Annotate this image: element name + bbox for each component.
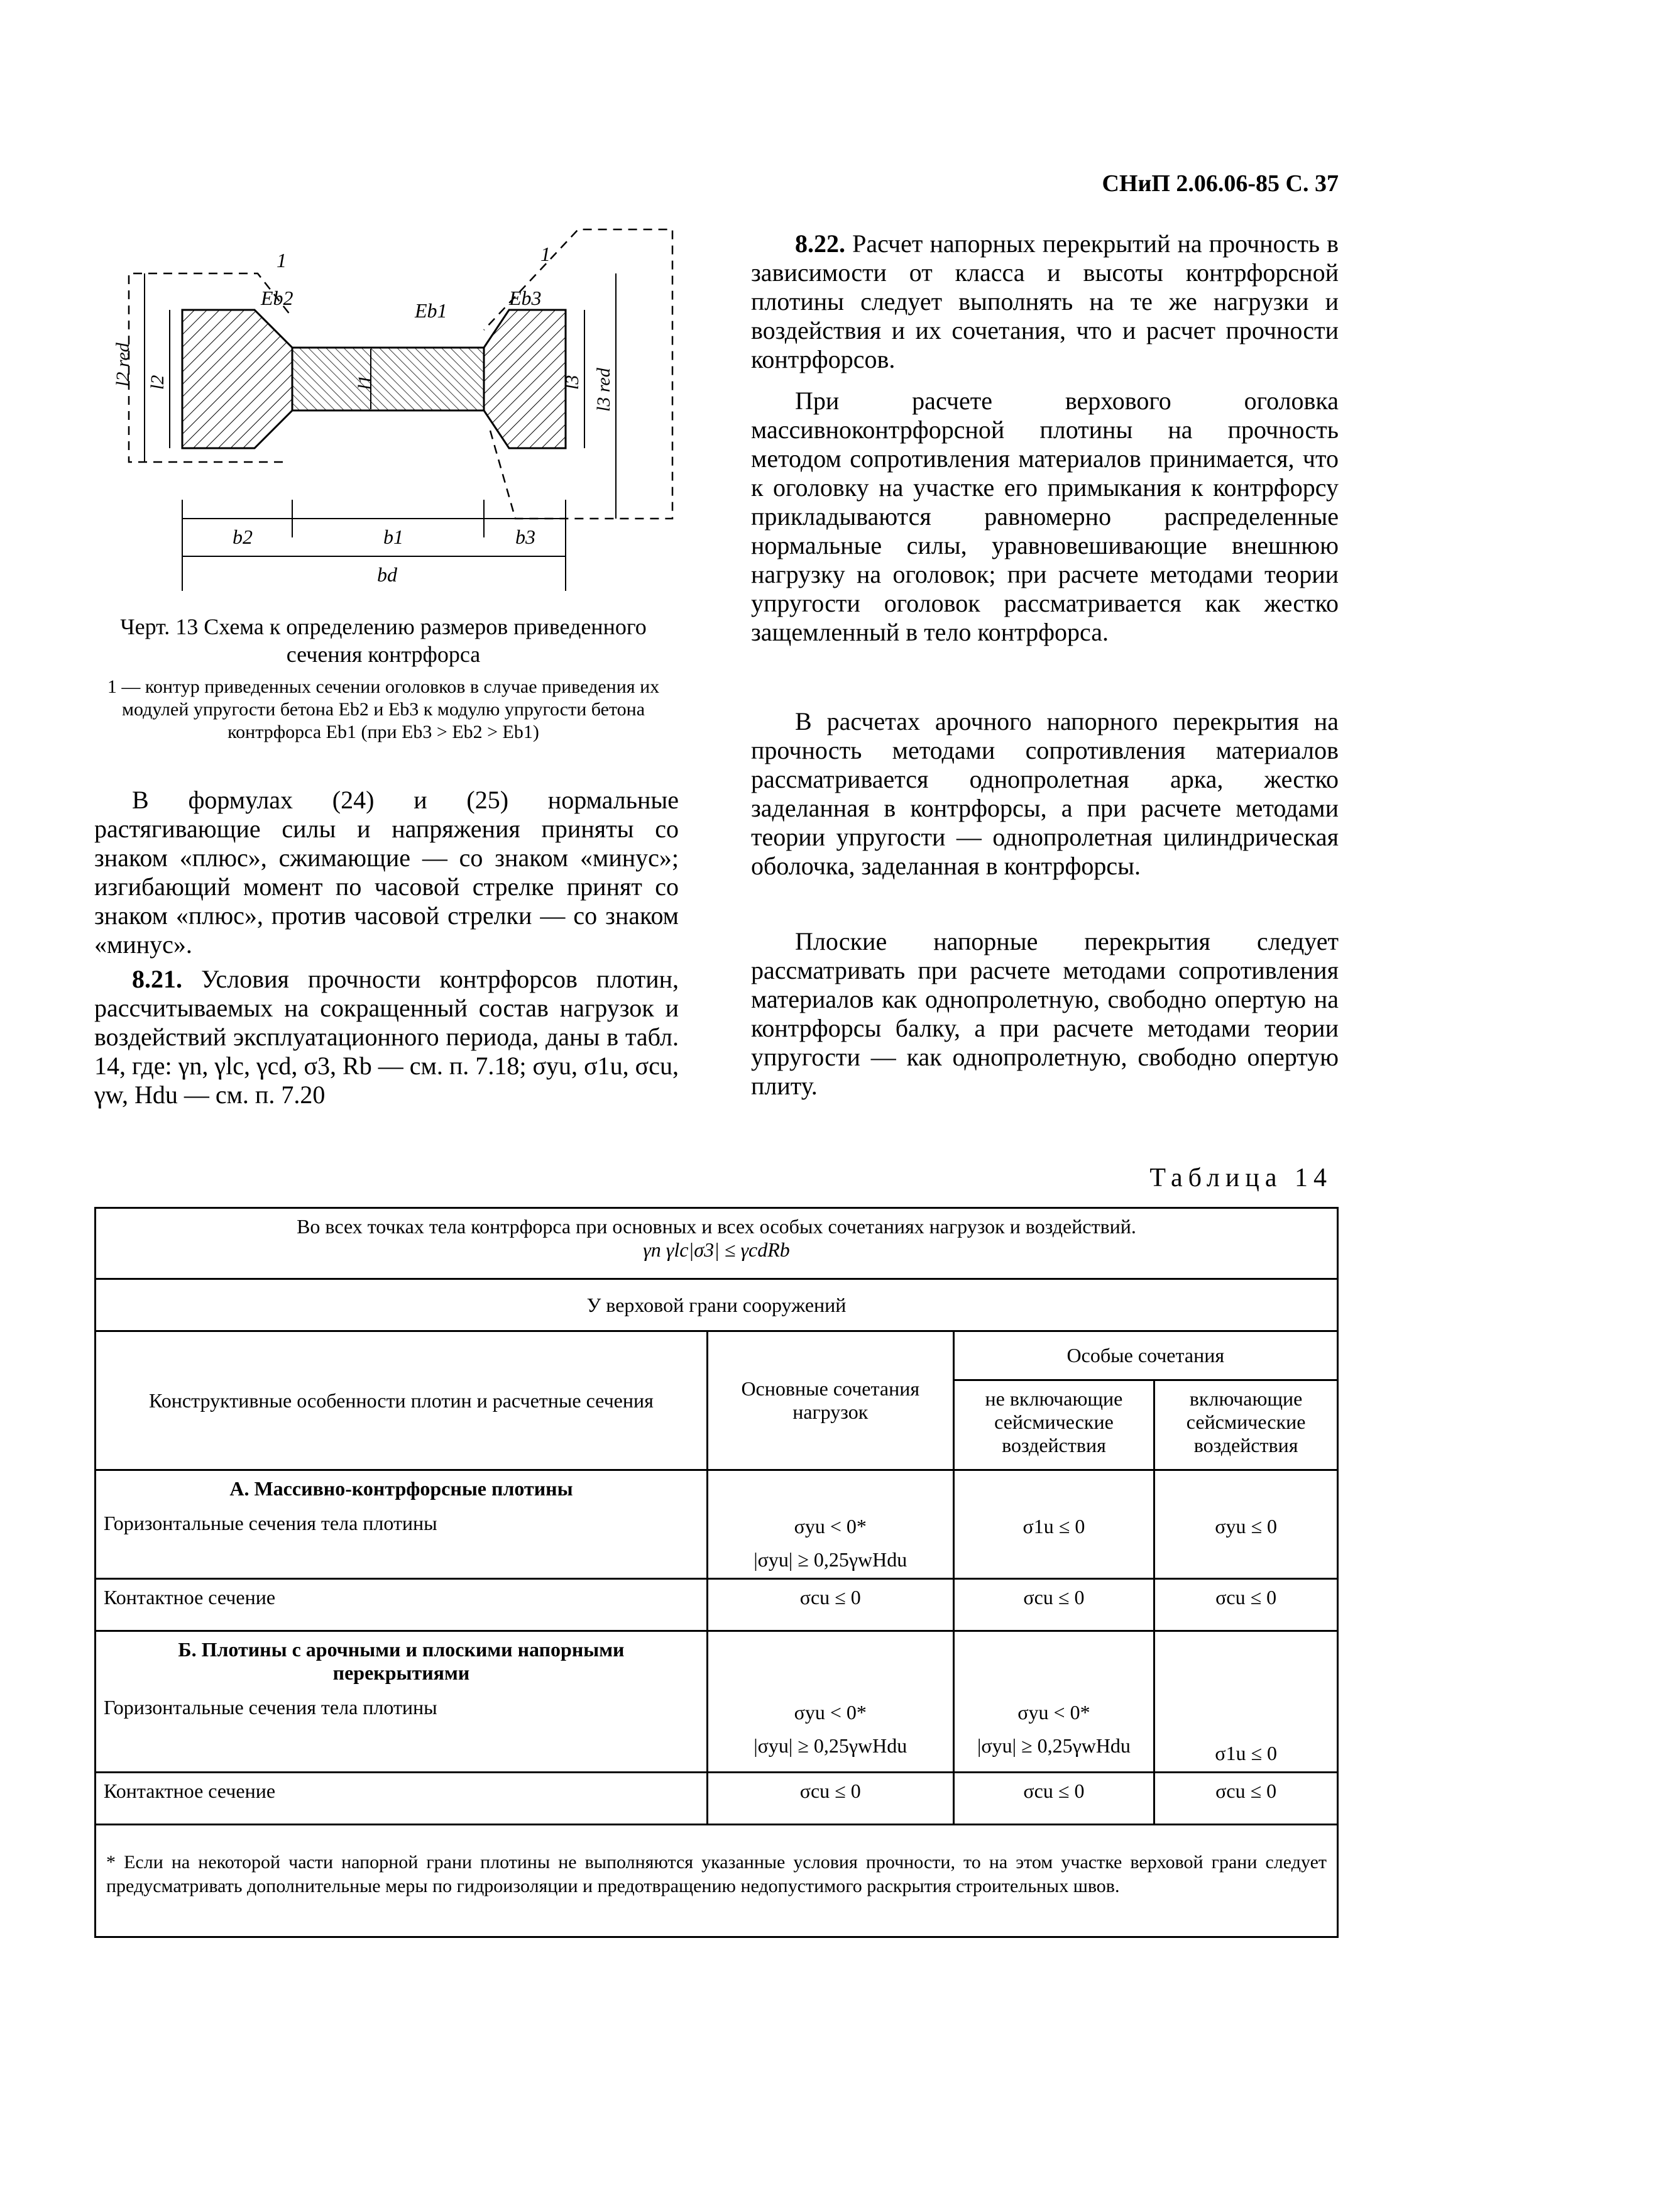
secA-r1-seismic: σyu ≤ 0 xyxy=(1154,1470,1338,1579)
label-bd: bd xyxy=(377,563,397,586)
secA-r1-basic: σyu < 0* |σyu| ≥ 0,25γwHdu xyxy=(707,1470,953,1579)
figure-13-diagram xyxy=(94,223,698,594)
label-l3red: l3 red xyxy=(593,368,614,412)
section-b-row2-label: Контактное сечение xyxy=(96,1773,708,1825)
label-b1: b1 xyxy=(383,525,403,548)
figure-caption-note: 1 — контур приведенных сечении оголовков в случае приведения их модулей упругости бетона Eb2 и Eb3 к модулю упругости бетона контрфорса Eb1 (при Eb3 > Eb2 > Eb1) xyxy=(107,676,660,742)
table-14 xyxy=(94,1207,1339,1938)
right-paragraph-3: В расчетах арочного напорного перекрытия на прочность методами сопротивления материалов рассматривается однопролетная арка, жестко заделанная в контрфорсы, а при расчете методами теории упругости — однопролетная цилиндрическая оболочка, заделанная в контрфорсы. xyxy=(751,707,1339,880)
right-head-section xyxy=(484,310,566,448)
section-b-cell xyxy=(96,1631,708,1773)
header-col-special: Особые сочетания xyxy=(953,1331,1337,1380)
label-l2red: l2 red xyxy=(112,343,133,387)
buttress-web xyxy=(292,348,484,410)
label-l1: l1 xyxy=(354,375,375,390)
table-footnote: * Если на некоторой части напорной грани плотины не выполняются указанные условия прочности, то на этом участке верховой грани следует предусматривать дополнительные меры по гидроизоляции и предотвращению недопустимого раскрытия строительных швов. xyxy=(96,1825,1338,1937)
table-title: Таблица 14 xyxy=(1149,1164,1332,1192)
header-col-seismic: включающие сейсмические воздействия xyxy=(1154,1380,1338,1470)
section-b-title: Б. Плотины с арочными и плоскими напорными перекрытиями xyxy=(178,1638,625,1684)
secA-r2-basic: σcu ≤ 0 xyxy=(707,1579,953,1631)
left-paragraph-2: 8.21. Условия прочности контрфорсов плотин, рассчитываемых на сокращенный состав нагрузок и воздействий эксплуатационного периода, даны в табл. 14, где: γn, γlc, γcd, σ3, Rb — см. п. 7.18; σyu, σ1u, σcu, γw, Hdu — см. п. 7.20 xyxy=(94,965,679,1109)
secA-r2-seismic: σcu ≤ 0 xyxy=(1154,1579,1338,1631)
label-eb3: Eb3 xyxy=(509,287,542,309)
right-paragraph-1: 8.22. Расчет напорных перекрытий на прочность в зависимости от класса и высоты контрфорсной плотины следует выполнять на те же нагрузки и воздействия и их сочетания, что и расчет прочности контрфорсов. xyxy=(751,229,1339,373)
secB-r2-seismic: σcu ≤ 0 xyxy=(1154,1773,1338,1825)
left-paragraph-1: В формулах (24) и (25) нормальные растягивающие силы и напряжения приняты со знаком «плюс», сжимающие — со знаком «минус»; изгибающий момент по часовой стрелке принят со знаком «плюс», против часовой стрелки — со знаком «минус». xyxy=(94,786,679,959)
label-eb1: Eb1 xyxy=(415,299,447,322)
label-l3: l3 xyxy=(562,375,583,390)
figure-caption: Черт. 13 Схема к определению размеров приведенного сечения контрфорса xyxy=(120,614,647,667)
label-l2: l2 xyxy=(147,375,168,390)
secB-r1-seismic: σ1u ≤ 0 xyxy=(1154,1631,1338,1773)
section-b-row1-label: Горизонтальные сечения тела плотины xyxy=(104,1696,437,1719)
right-paragraph-2: При расчете верхового оголовка массивноконтрфорсной плотины на прочность методом сопротивления материалов принимается, что к оголовку на участке его примыкания к контрфорсу прикладываются равномерно распределенные нормальные силы, уравновешивающие внешнюю нагрузку на оголовок; при расчете методами теории упругости оголовок рассматривается как жестко защемленный в тело контрфорса. xyxy=(751,387,1339,646)
label-eb2: Eb2 xyxy=(261,287,293,309)
label-one-left: 1 xyxy=(277,249,287,272)
header-col-basic: Основные сочетания нагрузок xyxy=(707,1331,953,1470)
header-col-nonseismic: не включающие сейсмические воздействия xyxy=(953,1380,1154,1470)
section-a-cell xyxy=(96,1470,708,1579)
table-upstream-header: У верховой грани сооружений xyxy=(96,1279,1338,1331)
left-head-section xyxy=(182,310,292,448)
secB-r2-basic: σcu ≤ 0 xyxy=(707,1773,953,1825)
section-a-title: А. Массивно-контрфорсные плотины xyxy=(229,1477,573,1500)
running-head: СНиП 2.06.06-85 С. 37 xyxy=(1102,170,1339,197)
secB-r1-nonseismic: σyu < 0* |σyu| ≥ 0,25γwHdu xyxy=(953,1631,1154,1773)
label-b3: b3 xyxy=(515,525,535,548)
section-a-row2-label: Контактное сечение xyxy=(96,1579,708,1631)
secA-r1-nonseismic: σ1u ≤ 0 xyxy=(953,1470,1154,1579)
label-b2: b2 xyxy=(233,525,253,548)
table-top-condition: Во всех точках тела контрфорса при основных и всех особых сочетаниях нагрузок и воздействий. γn γlc|σ3| ≤ γcdRb xyxy=(96,1208,1338,1279)
section-a-row1-label: Горизонтальные сечения тела плотины xyxy=(104,1512,437,1534)
secB-r2-nonseismic: σcu ≤ 0 xyxy=(953,1773,1154,1825)
label-one-right: 1 xyxy=(540,243,551,265)
header-col-structure: Конструктивные особенности плотин и расчетные сечения xyxy=(96,1331,708,1470)
secA-r2-nonseismic: σcu ≤ 0 xyxy=(953,1579,1154,1631)
right-paragraph-4: Плоские напорные перекрытия следует рассматривать при расчете методами сопротивления материалов как однопролетную, свободно опертую на контрфорсы балку, а при расчете методами теории упругости — как однопролетную, свободно опертую плиту. xyxy=(751,927,1339,1100)
secB-r1-basic: σyu < 0* |σyu| ≥ 0,25γwHdu xyxy=(707,1631,953,1773)
